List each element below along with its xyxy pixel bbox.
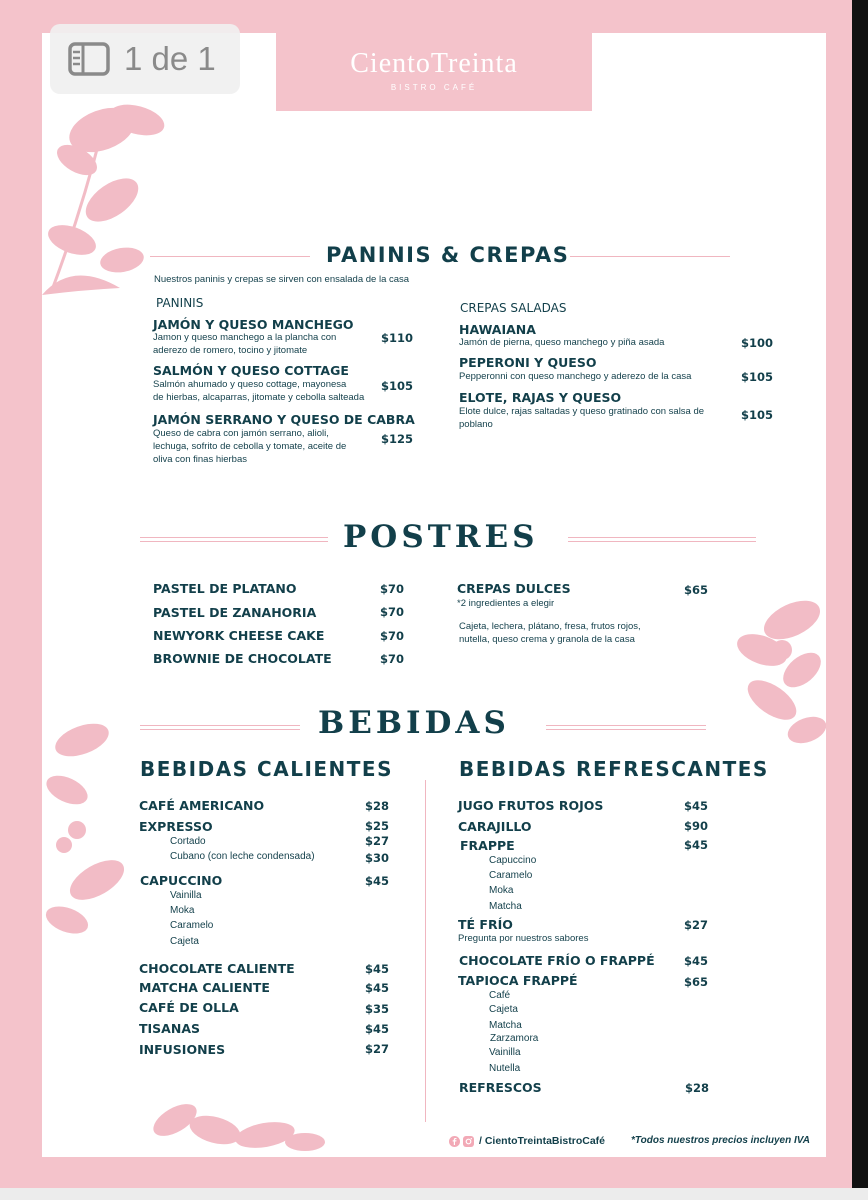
menu-item-price: $125 [381,432,414,446]
menu-item-price: $27 [365,834,390,848]
menu-item-price: $65 [684,975,709,989]
section-title-postres: POSTRES [343,519,539,555]
menu-item-option: Café [489,990,511,1001]
instagram-icon[interactable] [463,1136,474,1147]
menu-item-name: JUGO FRUTOS ROJOS [458,798,604,813]
menu-item-price: $27 [365,1042,390,1056]
menu-item-price: $30 [365,851,390,865]
menu-item-desc: de hierbas, alcaparras, jitomate y cebolla salteada [153,392,365,403]
menu-item-name: TAPIOCA FRAPPÉ [458,973,578,988]
menu-item-price: $45 [684,799,709,813]
menu-item-name: CREPAS DULCES [457,581,571,596]
menu-item-name: CAFÉ DE OLLA [139,1000,239,1015]
menu-item-desc: Pepperonni con queso manchego y aderezo de la casa [459,371,692,382]
menu-item-option: Cajeta [489,1004,518,1015]
menu-item-desc: poblano [459,419,493,430]
menu-item-desc: oliva con finas hierbas [153,454,247,465]
menu-item-name: PEPERONI Y QUESO [459,355,597,370]
menu-item-desc: Elote dulce, rajas saltadas y queso gratinado con salsa de [459,406,705,417]
menu-item-price: $45 [365,981,390,995]
menu-item-desc: lechuga, sofrito de cebolla y tomate, aceite de [153,441,347,452]
menu-item-name: CARAJILLO [458,819,532,834]
menu-item-desc: Jamon y queso manchego a la plancha con [153,332,337,343]
crepas-saladas-heading: CREPAS SALADAS [460,301,567,315]
logo-block [276,33,592,111]
menu-item-price: $90 [684,819,709,833]
menu-item-name: JAMÓN Y QUESO MANCHEGO [153,317,354,332]
divider [570,256,730,257]
menu-item-option: Vainilla [170,890,202,901]
menu-item-name: CAFÉ AMERICANO [139,798,265,813]
menu-item-price: $105 [741,408,774,422]
subsection-title-calientes: BEBIDAS CALIENTES [140,757,393,781]
logo-tagline: BISTRO CAFÉ [390,83,478,92]
menu-item-option: Caramelo [489,870,533,881]
menu-item-note: Pregunta por nuestros sabores [458,933,589,944]
menu-item-option: Nutella [489,1063,521,1074]
menu-item-desc: Salmón ahumado y queso cottage, mayonesa [153,379,347,390]
menu-item-option: Zarzamora [490,1033,539,1044]
flower-left-middle-decoration [42,710,132,950]
menu-item-desc: Jamón de pierna, queso manchego y piña asada [459,337,665,348]
page-indicator-badge[interactable] [50,24,240,94]
menu-item-price: $100 [741,336,774,350]
menu-item-price: $65 [684,583,709,597]
menu-item-option: Caramelo [170,920,214,931]
paninis-heading: PANINIS [156,296,204,310]
subsection-title-refrescantes: BEBIDAS REFRESCANTES [459,757,769,781]
menu-item-name: CAPUCCINO [140,873,223,888]
menu-item-name: PASTEL DE PLATANO [153,581,297,596]
menu-item-price: $70 [380,629,405,643]
logo-name: CientoTreinta [350,48,518,79]
menu-item-price: $28 [685,1081,710,1095]
menu-item-price: $28 [365,799,390,813]
menu-item-price: $45 [365,962,390,976]
viewer-edge [852,0,868,1200]
divider [140,537,328,542]
menu-item-name: JAMÓN SERRANO Y QUESO DE CABRA [153,412,415,427]
menu-item-name: BROWNIE DE CHOCOLATE [153,651,332,666]
menu-item-price: $45 [684,838,709,852]
menu-item-desc: Queso de cabra con jamón serrano, alioli, [153,428,329,439]
menu-item-name: CHOCOLATE FRÍO O FRAPPÉ [459,953,655,968]
leaf-left-decoration [42,260,122,300]
menu-item-name: REFRESCOS [459,1080,542,1095]
section-title-bebidas: BEBIDAS [318,705,510,741]
menu-item-price: $70 [380,582,405,596]
divider [140,725,300,730]
menu-item-name: SALMÓN Y QUESO COTTAGE [153,363,349,378]
iva-note: *Todos nuestros precios incluyen IVA [631,1135,810,1146]
menu-item-desc: Cajeta, lechera, plátano, fresa, frutos rojos, [459,621,641,632]
menu-item-name: TISANAS [139,1021,200,1036]
menu-item-option: Matcha [489,1020,522,1031]
menu-item-price: $70 [380,652,405,666]
menu-item-name: INFUSIONES [139,1042,226,1057]
page-indicator-text: 1 de 1 [124,40,216,77]
flower-right-decoration [722,590,826,770]
menu-item-option: Cortado [170,836,206,847]
menu-item-price: $45 [365,874,390,888]
menu-item-price: $35 [365,1002,390,1016]
menu-item-option: Matcha [489,901,522,912]
menu-item-name: HAWAIANA [459,322,536,337]
viewer-bottom-bar [0,1188,868,1200]
divider [546,725,706,730]
menu-item-option: Capuccino [489,855,537,866]
menu-item-price: $45 [684,954,709,968]
menu-item-desc: nutella, queso crema y granola de la casa [459,634,635,645]
section-title-paninis-crepas: PANINIS & CREPAS [326,243,570,267]
menu-item-name: ELOTE, RAJAS Y QUESO [459,390,622,405]
menu-item-option: Moka [170,905,195,916]
column-divider [425,780,426,1122]
menu-item-option: Moka [489,885,514,896]
page-icon [68,42,110,76]
menu-item-name: CHOCOLATE CALIENTE [139,961,295,976]
menu-item-name: MATCHA CALIENTE [139,980,270,995]
menu-item-option: Vainilla [489,1047,521,1058]
menu-item-price: $105 [381,379,414,393]
menu-item-option: Cajeta [170,936,199,947]
menu-item-desc: aderezo de romero, tocino y jitomate [153,345,308,356]
facebook-icon[interactable] [449,1136,460,1147]
menu-item-price: $27 [684,918,709,932]
menu-item-option: Cubano (con leche condensada) [170,851,315,862]
menu-item-note: *2 ingredientes a elegir [457,598,555,609]
menu-item-name: FRAPPE [460,838,515,853]
divider [568,537,756,542]
social-handle: / CientoTreintaBistroCafé [479,1135,606,1147]
menu-item-price: $70 [380,605,405,619]
menu-item-name: TÉ FRÍO [458,917,513,932]
menu-item-name: EXPRESSO [139,819,213,834]
section-note: Nuestros paninis y crepas se sirven con ensalada de la casa [154,274,410,285]
menu-item-name: NEWYORK CHEESE CAKE [153,628,325,643]
menu-item-price: $110 [381,331,414,345]
divider [150,256,310,257]
menu-item-price: $105 [741,370,774,384]
flower-bottom-decoration [145,1090,325,1156]
menu-item-name: PASTEL DE ZANAHORIA [153,605,317,620]
menu-item-price: $45 [365,1022,390,1036]
menu-item-price: $25 [365,819,390,833]
